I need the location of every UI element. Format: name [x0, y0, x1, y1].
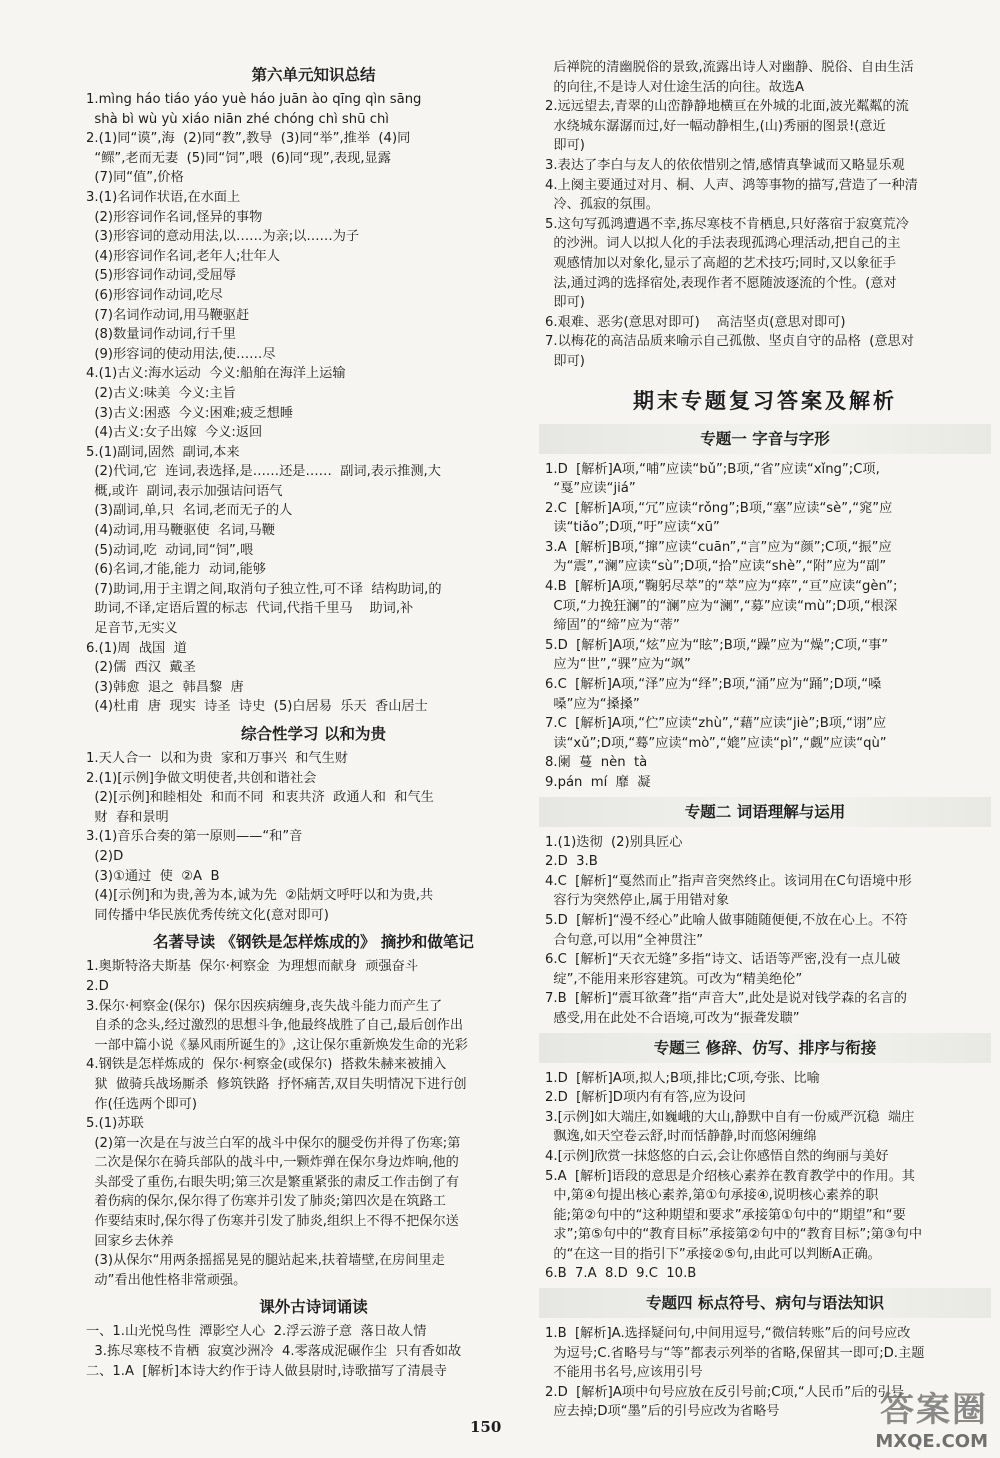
- section-title: 专题一 字音与字形: [539, 424, 991, 454]
- answer-line: 1.天人合一 以和为贵 家和万事兴 和气生财: [86, 751, 348, 766]
- answer-line: (5)形容词作动词,受屈辱: [86, 268, 236, 284]
- answer-line: 4.钢铁是怎样炼成的 保尔·柯察金(或保尔) 搭救朱赫来被捕入: [86, 1057, 447, 1073]
- answer-line: 求”;第⑤句中的“教育目标”承接第②句中的“教育目标”;第③句中: [545, 1227, 923, 1243]
- answer-line: 助词,不译,定语后置的标志 代词,代指千里马 助词,补: [86, 601, 414, 617]
- answer-line: 3.[示例]如大端庄,如巍峨的大山,静默中自有一份威严沉稳 端庄: [545, 1109, 915, 1125]
- answer-line: 4.[示例]欣赏一抹悠悠的白云,会让你感悟自然的绚丽与美好: [545, 1148, 889, 1164]
- answer-line: “戛”应读“jiá”: [545, 481, 636, 497]
- answer-line: 5.(1)副词,固然 副词,本来: [86, 444, 240, 460]
- answer-line: 1.B [解析]A.选择疑问句,中间用逗号,“微信转账”后的问号应改: [545, 1326, 911, 1342]
- answer-line: 2.D 3.B: [545, 854, 598, 870]
- answer-line: (5)动词,吃 动词,同“饲”,喂: [86, 542, 254, 558]
- answer-line: 着伤病的保尔,保尔得了伤寒并引发了肺炎;第四次是在筑路工: [86, 1194, 446, 1210]
- answer-line: (7)名词作动词,用马鞭驱赶: [86, 307, 250, 323]
- answer-line: 2.(1)同“谟”,海 (2)同“教”,教导 (3)同“举”,推举 (4)同: [86, 131, 411, 147]
- page-number: 150: [470, 1418, 502, 1436]
- answer-line: 5.这句写孤鸿遭遇不幸,拣尽寒枝不肯栖息,只好落宿于寂寞荒冷: [545, 216, 909, 232]
- answer-line: 作要结束时,保尔得了伤寒并引发了肺炎,组织上不得不把保尔送: [86, 1214, 459, 1230]
- answer-line: 7.C [解析]A项,“伫”应读“zhù”,“藉”应读“jiè”;B项,“诩”应: [545, 716, 887, 732]
- answer-line: (3)韩愈 退之 韩昌黎 唐: [86, 679, 244, 695]
- answer-line: 2.D: [86, 978, 109, 994]
- answer-line: 观感情加以对象化,显示了高超的艺术技巧;同时,又以象征手: [545, 255, 896, 271]
- answer-line: (7)助词,用于主谓之间,取消句子独立性,可不译 结构助词,的: [86, 581, 442, 597]
- answer-line: 1.(1)迭彻 (2)别具匠心: [545, 834, 683, 850]
- answer-line: 2.(1)[示例]争做文明使者,共创和谐社会: [86, 770, 317, 786]
- answer-line: 1.D [解析]A项,“哺”应读“bǔ”;B项,“省”应读“xǐng”;C项,: [545, 461, 880, 477]
- answer-line: 作(任选两个即可): [86, 1096, 197, 1112]
- answer-line: 4.上阕主要通过对月、桐、人声、鸿等事物的描写,营造了一种清: [545, 177, 918, 193]
- answer-line: (7)同“值”,价格: [86, 170, 184, 186]
- answer-line: 自杀的念头,经过激烈的思想斗争,他最终战胜了自己,最后创作出: [86, 1018, 464, 1034]
- answer-line: 中,第④句提出核心素养,第①句承接④,说明核心素养的职: [545, 1188, 879, 1204]
- answer-line: 的“在这一目的指引下”承接②⑤句,由此可以判断A正确。: [545, 1246, 881, 1262]
- answer-line: 即可): [545, 295, 585, 311]
- answer-line: 5.(1)苏联: [86, 1116, 144, 1132]
- watermark-logo: 答案圈: [880, 1390, 988, 1430]
- answer-line: 6.C [解析]“天衣无缝”多指“诗文、话语等严密,没有一点儿破: [545, 952, 901, 968]
- answer-line: 头部受了重伤,右眼失明;第三次是繁重紧张的肃反工作击倒了有: [86, 1174, 460, 1190]
- answer-line: 冷、孤寂的氛围。: [545, 197, 659, 213]
- answer-line: (2)儒 西汉 戴圣: [86, 660, 196, 676]
- answer-line: 4.(1)古义:海水运动 今义:船舶在海洋上运输: [86, 366, 346, 382]
- answer-line: (3)①通过 使 ②A B: [86, 868, 220, 884]
- answer-line: 1.mìng háo tiáo yáo yuè háo juān ào qīng qìn sāng: [86, 92, 422, 107]
- section-title: 课外古诗词诵读: [259, 1298, 368, 1317]
- answer-line: 6.艰难、恶劣(意思对即可) 高洁坚贞(意思对即可): [545, 314, 846, 330]
- answer-line: (2)D: [86, 848, 124, 864]
- answer-line: 2.C [解析]A项,“冗”应读“rǒng”;B项,“塞”应读“sè”,“窕”应: [545, 500, 893, 516]
- answer-line: 嗓”应为“搡搡”: [545, 696, 640, 712]
- answer-line: “鳏”,老而无妻 (5)同“饲”,喂 (6)同“现”,表现,显露: [86, 150, 391, 166]
- final-review-title: 期末专题复习答案及解析: [633, 387, 897, 413]
- answer-line: 3.(1)名词作状语,在水面上: [86, 189, 241, 205]
- answer-line: 8.阑 蔓 nèn tà: [545, 755, 648, 771]
- answer-line: 3.拣尽寒枝不肯栖 寂寞沙洲冷 4.零落成泥碾作尘 只有香如故: [86, 1344, 462, 1360]
- answer-line: 7.B [解析]“震耳欲聋”指“声音大”,此处是说对钱学森的名言的: [545, 991, 907, 1007]
- answer-line: 2.D [解析]A项中句号应放在反引号前;C项,“人民币”后的引号: [545, 1384, 904, 1400]
- answer-line: 3.表达了李白与友人的依依惜别之情,感情真挚诚而又略显乐观: [545, 157, 905, 173]
- answer-line: 5.D [解析]“漫不经心”此喻人做事随随便便,不放在心上。不符: [545, 912, 908, 928]
- answer-line: 足音节,无实义: [86, 621, 178, 637]
- answer-line: (6)形容词作动词,吃尽: [86, 287, 223, 303]
- watermark-url: MXQE.COM: [875, 1431, 988, 1452]
- answer-line: 应为“世”,“骒”应为“飒”: [545, 657, 691, 673]
- answer-line: 5.A [解析]语段的意思是介绍核心素养在教育教学中的作用。其: [545, 1168, 915, 1184]
- answer-line: 狱 做骑兵战场厮杀 修筑铁路 抒怀痛苦,双目失明情况下进行创: [86, 1076, 467, 1092]
- answer-line: (2)第一次是在与波兰白军的战斗中保尔的腿受伤并得了伤寒;第: [86, 1135, 461, 1151]
- answer-line: 1.奥斯特洛夫斯基 保尔·柯察金 为理想而献身 顽强奋斗: [86, 959, 419, 975]
- answer-line: 动”看出他性格非常顽强。: [86, 1272, 247, 1288]
- answer-line: 一部中篇小说《暴风雨所诞生的》,这让保尔重新焕发生命的光彩: [86, 1037, 468, 1053]
- answer-line: (2)[示例]和睦相处 和而不同 和衷共济 政通人和 和气生: [86, 790, 434, 806]
- section-title: 专题四 标点符号、病句与语法知识: [539, 1288, 991, 1318]
- answer-line: 的向往,不是诗人对仕途生活的向往。故选A: [545, 79, 804, 95]
- answer-line: 后禅院的清幽脱俗的景致,流露出诗人对幽静、脱俗、自由生活: [545, 60, 914, 75]
- answer-line: 为逗号;C.省略号与“等”都表示列举的省略,保留其一即可;D.主题: [545, 1345, 925, 1361]
- answer-line: 4.B [解析]A项,“鞠躬尽萃”的“萃”应为“瘁”,“亘”应读“gèn”;: [545, 579, 898, 595]
- answer-line: (4)[示例]和为贵,善为本,诚为先 ②陆炳文呼吁以和为贵,共: [86, 888, 434, 904]
- answer-line: C项,“力挽狂澜”的“澜”应为“澜”,“募”应读“mù”;D项,“根深: [545, 598, 898, 614]
- answer-line: 二次是保尔在骑兵部队的战斗中,一颗炸弹在保尔身边炸响,他的: [86, 1155, 459, 1171]
- answer-line: 4.C [解析]“戛然而止”指声音突然终止。该词用在C句语境中形: [545, 873, 912, 889]
- answer-line: 5.D [解析]A项,“炫”应为“眩”;B项,“躁”应为“燥”;C项,“事”: [545, 637, 889, 653]
- answer-line: 为“震”,“澜”应读“sù”;D项,“拾”应读“shè”,“附”应为“副”: [545, 559, 887, 575]
- answer-line: 读“xǔ”;D项,“蓦”应读“mò”,“媲”应读“pì”,“觑”应读“qù”: [545, 735, 887, 751]
- watermark: [875, 1382, 988, 1452]
- answer-line: 的沙洲。词人以拟人化的手法表现孤鸿心理活动,把自己的主: [545, 236, 901, 252]
- answer-line: (4)杜甫 唐 现实 诗圣 诗史 (5)白居易 乐天 香山居士: [86, 699, 428, 715]
- section-title: 专题三 修辞、仿写、排序与衔接: [539, 1033, 991, 1063]
- answer-line: 容行为突然停止,属于用错对象: [545, 893, 730, 909]
- answer-line: (3)副词,单,只 名词,老而无子的人: [86, 503, 293, 519]
- answer-line: (2)古义:味美 今义:主旨: [86, 385, 236, 401]
- answer-line: (3)古义:困惑 今义:困难;疲乏想睡: [86, 405, 294, 421]
- answer-line: 6.C [解析]A项,“泽”应为“绎”;B项,“涌”应为“踊”;D项,“嗓: [545, 677, 882, 693]
- answer-line: 3.保尔·柯察金(保尔) 保尔因疾病缠身,丧失战斗能力而产生了: [86, 998, 443, 1014]
- answer-line: 水绕城东潺潺而过,好一幅动静相生,(山)秀丽的图景!(意近: [545, 118, 886, 134]
- answer-line: (6)名词,才能,能力 动词,能够: [86, 562, 266, 578]
- answer-line: (8)数量词作动词,行千里: [86, 327, 236, 343]
- answer-line: 2.远远望去,青翠的山峦静静地横亘在外城的北面,波光粼粼的流: [545, 99, 909, 115]
- answer-line: 法,通过鸿的选择宿处,表现作者不愿随波逐流的个性。(意对: [545, 275, 897, 291]
- answer-line: (4)古义:女子出嫁 今义:返回: [86, 425, 263, 441]
- answer-line: 应去掉;D项“墨”后的引号应改为省略号: [545, 1404, 780, 1420]
- answer-line: 二、1.A [解析]本诗大约作于诗人做县尉时,诗歌描写了清晨寺: [86, 1363, 447, 1379]
- answer-line: (4)动词,用马鞭驱使 名词,马鞭: [86, 523, 275, 539]
- answer-line: 不能用书名号,应该用引号: [545, 1365, 703, 1381]
- answer-line: (3)形容词的意动用法,以……为亲;以……为子: [86, 229, 360, 245]
- section-title: 第六单元知识总结: [251, 66, 376, 84]
- answer-line: 绽”,不能用来形容建筑。可改为“精美绝伦”: [545, 971, 803, 987]
- answer-line: 概,或许 副词,表示加强诘问语气: [86, 483, 283, 499]
- answer-line: 6.B 7.A 8.D 9.C 10.B: [545, 1266, 697, 1282]
- answer-line: shà bì wù yù xiáo niān zhé chóng chì shū chì: [86, 111, 389, 127]
- answer-line: 财 春和景明: [86, 809, 169, 825]
- answer-line: 能;第②句中的“这种期望和要求”承接第①句中的“期望”和“要: [545, 1207, 906, 1223]
- answer-line: 感受,用在此处不合语境,可改为“振聋发聩”: [545, 1010, 800, 1026]
- answer-line: 回家乡去休养: [86, 1233, 174, 1249]
- answer-line: 读“tiǎo”;D项,“吁”应读“xū”: [545, 520, 720, 536]
- answer-line: 缔固”的“缔”应为“蒂”: [545, 618, 680, 634]
- answer-line: 合句意,可以用“全神贯注”: [545, 932, 704, 948]
- answer-line: 即可): [545, 353, 585, 369]
- left-column: [86, 58, 541, 1381]
- section-title: 名著导读 《钢铁是怎样炼成的》 摘抄和做笔记: [153, 933, 474, 952]
- answer-line: 9.pán mí 靡 凝: [545, 775, 651, 790]
- section-title: 综合性学习 以和为贵: [241, 725, 386, 743]
- answer-line: (4)形容词作名词,老年人;壮年人: [86, 248, 280, 264]
- answer-line: 7.以梅花的高洁品质来喻示自己孤傲、坚贞自守的品格 (意思对: [545, 334, 914, 350]
- answer-line: 3.(1)音乐合奏的第一原则——“和”音: [86, 829, 303, 845]
- answer-line: 3.A [解析]B项,“撺”应读“cuān”,“言”应为“颜”;C项,“振”应: [545, 539, 892, 555]
- answer-line: (3)从保尔“用两条摇摇晃晃的腿站起来,扶着墙壁,在房间里走: [86, 1253, 445, 1269]
- answer-line: (9)形容词的使动用法,使……尽: [86, 346, 276, 362]
- answer-line: (2)形容词作名词,怪异的事物: [86, 209, 263, 225]
- answer-line: 同传播中华民族优秀传统文化(意对即可): [86, 907, 329, 923]
- answer-line: 一、1.山光悦鸟性 潭影空人心 2.浮云游子意 落日故人情: [86, 1324, 427, 1340]
- right-column: [545, 58, 985, 1422]
- answer-line: 1.D [解析]A项,拟人;B项,排比;C项,夸张、比喻: [545, 1070, 820, 1086]
- answer-line: (2)代词,它 连词,表选择,是……还是…… 副词,表示推测,大: [86, 464, 441, 480]
- answer-line: 飘逸,如天空卷云舒,时而恬静静,时而悠闲缠绵: [545, 1129, 817, 1145]
- answer-line: 即可): [545, 138, 585, 154]
- section-title: 专题二 词语理解与运用: [539, 797, 991, 827]
- answer-line: 6.(1)周 战国 道: [86, 640, 187, 656]
- answer-line: 2.D [解析]D项内有有答,应为设问: [545, 1090, 746, 1106]
